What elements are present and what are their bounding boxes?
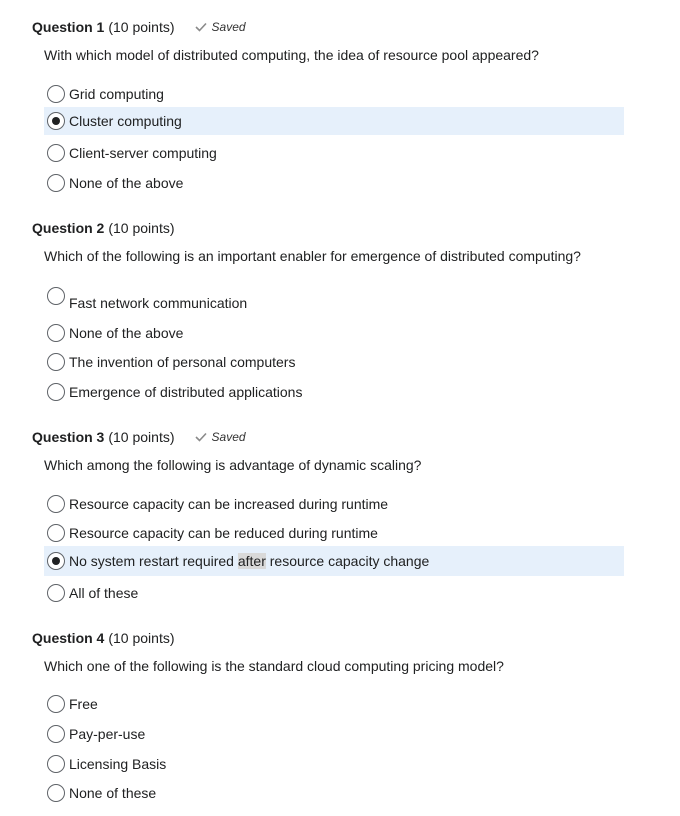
option-label: Resource capacity can be increased during runtime bbox=[69, 496, 389, 512]
question-points: (10 points) bbox=[108, 220, 175, 236]
question-header bbox=[32, 218, 175, 238]
radio-button-selected[interactable] bbox=[47, 112, 65, 130]
question-header bbox=[32, 427, 246, 447]
option-none-of-the-above[interactable] bbox=[44, 169, 624, 197]
question-title: Question 2 bbox=[32, 220, 105, 236]
radio-button[interactable] bbox=[47, 85, 65, 103]
question-title: Question 1 bbox=[32, 19, 105, 35]
question-title: Question 3 bbox=[32, 429, 105, 445]
question-prompt: With which model of distributed computing, the idea of resource pool appeared? bbox=[44, 47, 539, 63]
option-label: Cluster computing bbox=[69, 113, 182, 129]
option-text-part: No system restart required bbox=[69, 553, 238, 569]
saved-label: Saved bbox=[211, 20, 246, 34]
question-header bbox=[32, 628, 175, 648]
radio-button[interactable] bbox=[47, 495, 65, 513]
question-header bbox=[32, 17, 246, 37]
option-label: None of the above bbox=[69, 325, 184, 341]
option-free[interactable] bbox=[44, 690, 624, 718]
option-no-system-restart[interactable] bbox=[44, 546, 624, 576]
option-label: None of the above bbox=[69, 175, 184, 191]
option-label: Pay-per-use bbox=[69, 726, 146, 742]
radio-button[interactable] bbox=[47, 174, 65, 192]
question-points: (10 points) bbox=[108, 630, 175, 646]
option-label: Client-server computing bbox=[69, 145, 217, 161]
option-capacity-reduced[interactable] bbox=[44, 519, 624, 547]
option-text-part: resource capacity change bbox=[265, 553, 430, 569]
option-none-of-the-above[interactable] bbox=[44, 319, 624, 347]
radio-button-selected[interactable] bbox=[47, 552, 65, 570]
option-label: Grid computing bbox=[69, 86, 164, 102]
option-capacity-increased[interactable] bbox=[44, 490, 624, 518]
radio-button[interactable] bbox=[47, 324, 65, 342]
option-grid-computing[interactable] bbox=[44, 80, 624, 108]
option-licensing-basis[interactable] bbox=[44, 750, 624, 778]
question-prompt: Which of the following is an important enabler for emergence of distributed computing? bbox=[44, 248, 581, 264]
option-label: All of these bbox=[69, 585, 139, 601]
checkmark-icon bbox=[195, 432, 207, 442]
question-prompt: Which among the following is advantage of dynamic scaling? bbox=[44, 457, 422, 473]
question-points: (10 points) bbox=[108, 429, 175, 445]
saved-status bbox=[195, 20, 246, 34]
radio-button[interactable] bbox=[47, 584, 65, 602]
option-personal-computers[interactable] bbox=[44, 348, 624, 376]
saved-status bbox=[195, 430, 246, 444]
radio-button[interactable] bbox=[47, 144, 65, 162]
question-title: Question 4 bbox=[32, 630, 105, 646]
option-distributed-applications[interactable] bbox=[44, 378, 624, 406]
question-prompt: Which one of the following is the standard cloud computing pricing model? bbox=[44, 658, 504, 674]
highlighted-text: after bbox=[237, 553, 266, 569]
option-label bbox=[69, 552, 429, 570]
radio-button[interactable] bbox=[47, 383, 65, 401]
radio-button[interactable] bbox=[47, 755, 65, 773]
radio-button[interactable] bbox=[47, 695, 65, 713]
option-label: Resource capacity can be reduced during runtime bbox=[69, 525, 378, 541]
option-all-of-these[interactable] bbox=[44, 579, 624, 607]
option-label: Emergence of distributed applications bbox=[69, 384, 303, 400]
radio-button[interactable] bbox=[47, 725, 65, 743]
option-label: Licensing Basis bbox=[69, 756, 167, 772]
option-client-server-computing[interactable] bbox=[44, 139, 624, 167]
radio-button[interactable] bbox=[47, 353, 65, 371]
checkmark-icon bbox=[195, 22, 207, 32]
option-none-of-these[interactable] bbox=[44, 779, 624, 807]
saved-label: Saved bbox=[211, 430, 246, 444]
option-label: None of these bbox=[69, 785, 157, 801]
option-fast-network-communication[interactable] bbox=[44, 284, 624, 318]
option-label: Free bbox=[69, 696, 98, 712]
option-pay-per-use[interactable] bbox=[44, 720, 624, 748]
radio-button[interactable] bbox=[47, 524, 65, 542]
option-label: Fast network communication bbox=[69, 295, 248, 311]
option-cluster-computing[interactable] bbox=[44, 107, 624, 135]
option-label: The invention of personal computers bbox=[69, 354, 296, 370]
radio-button[interactable] bbox=[47, 287, 65, 305]
question-points: (10 points) bbox=[108, 19, 175, 35]
radio-button[interactable] bbox=[47, 784, 65, 802]
